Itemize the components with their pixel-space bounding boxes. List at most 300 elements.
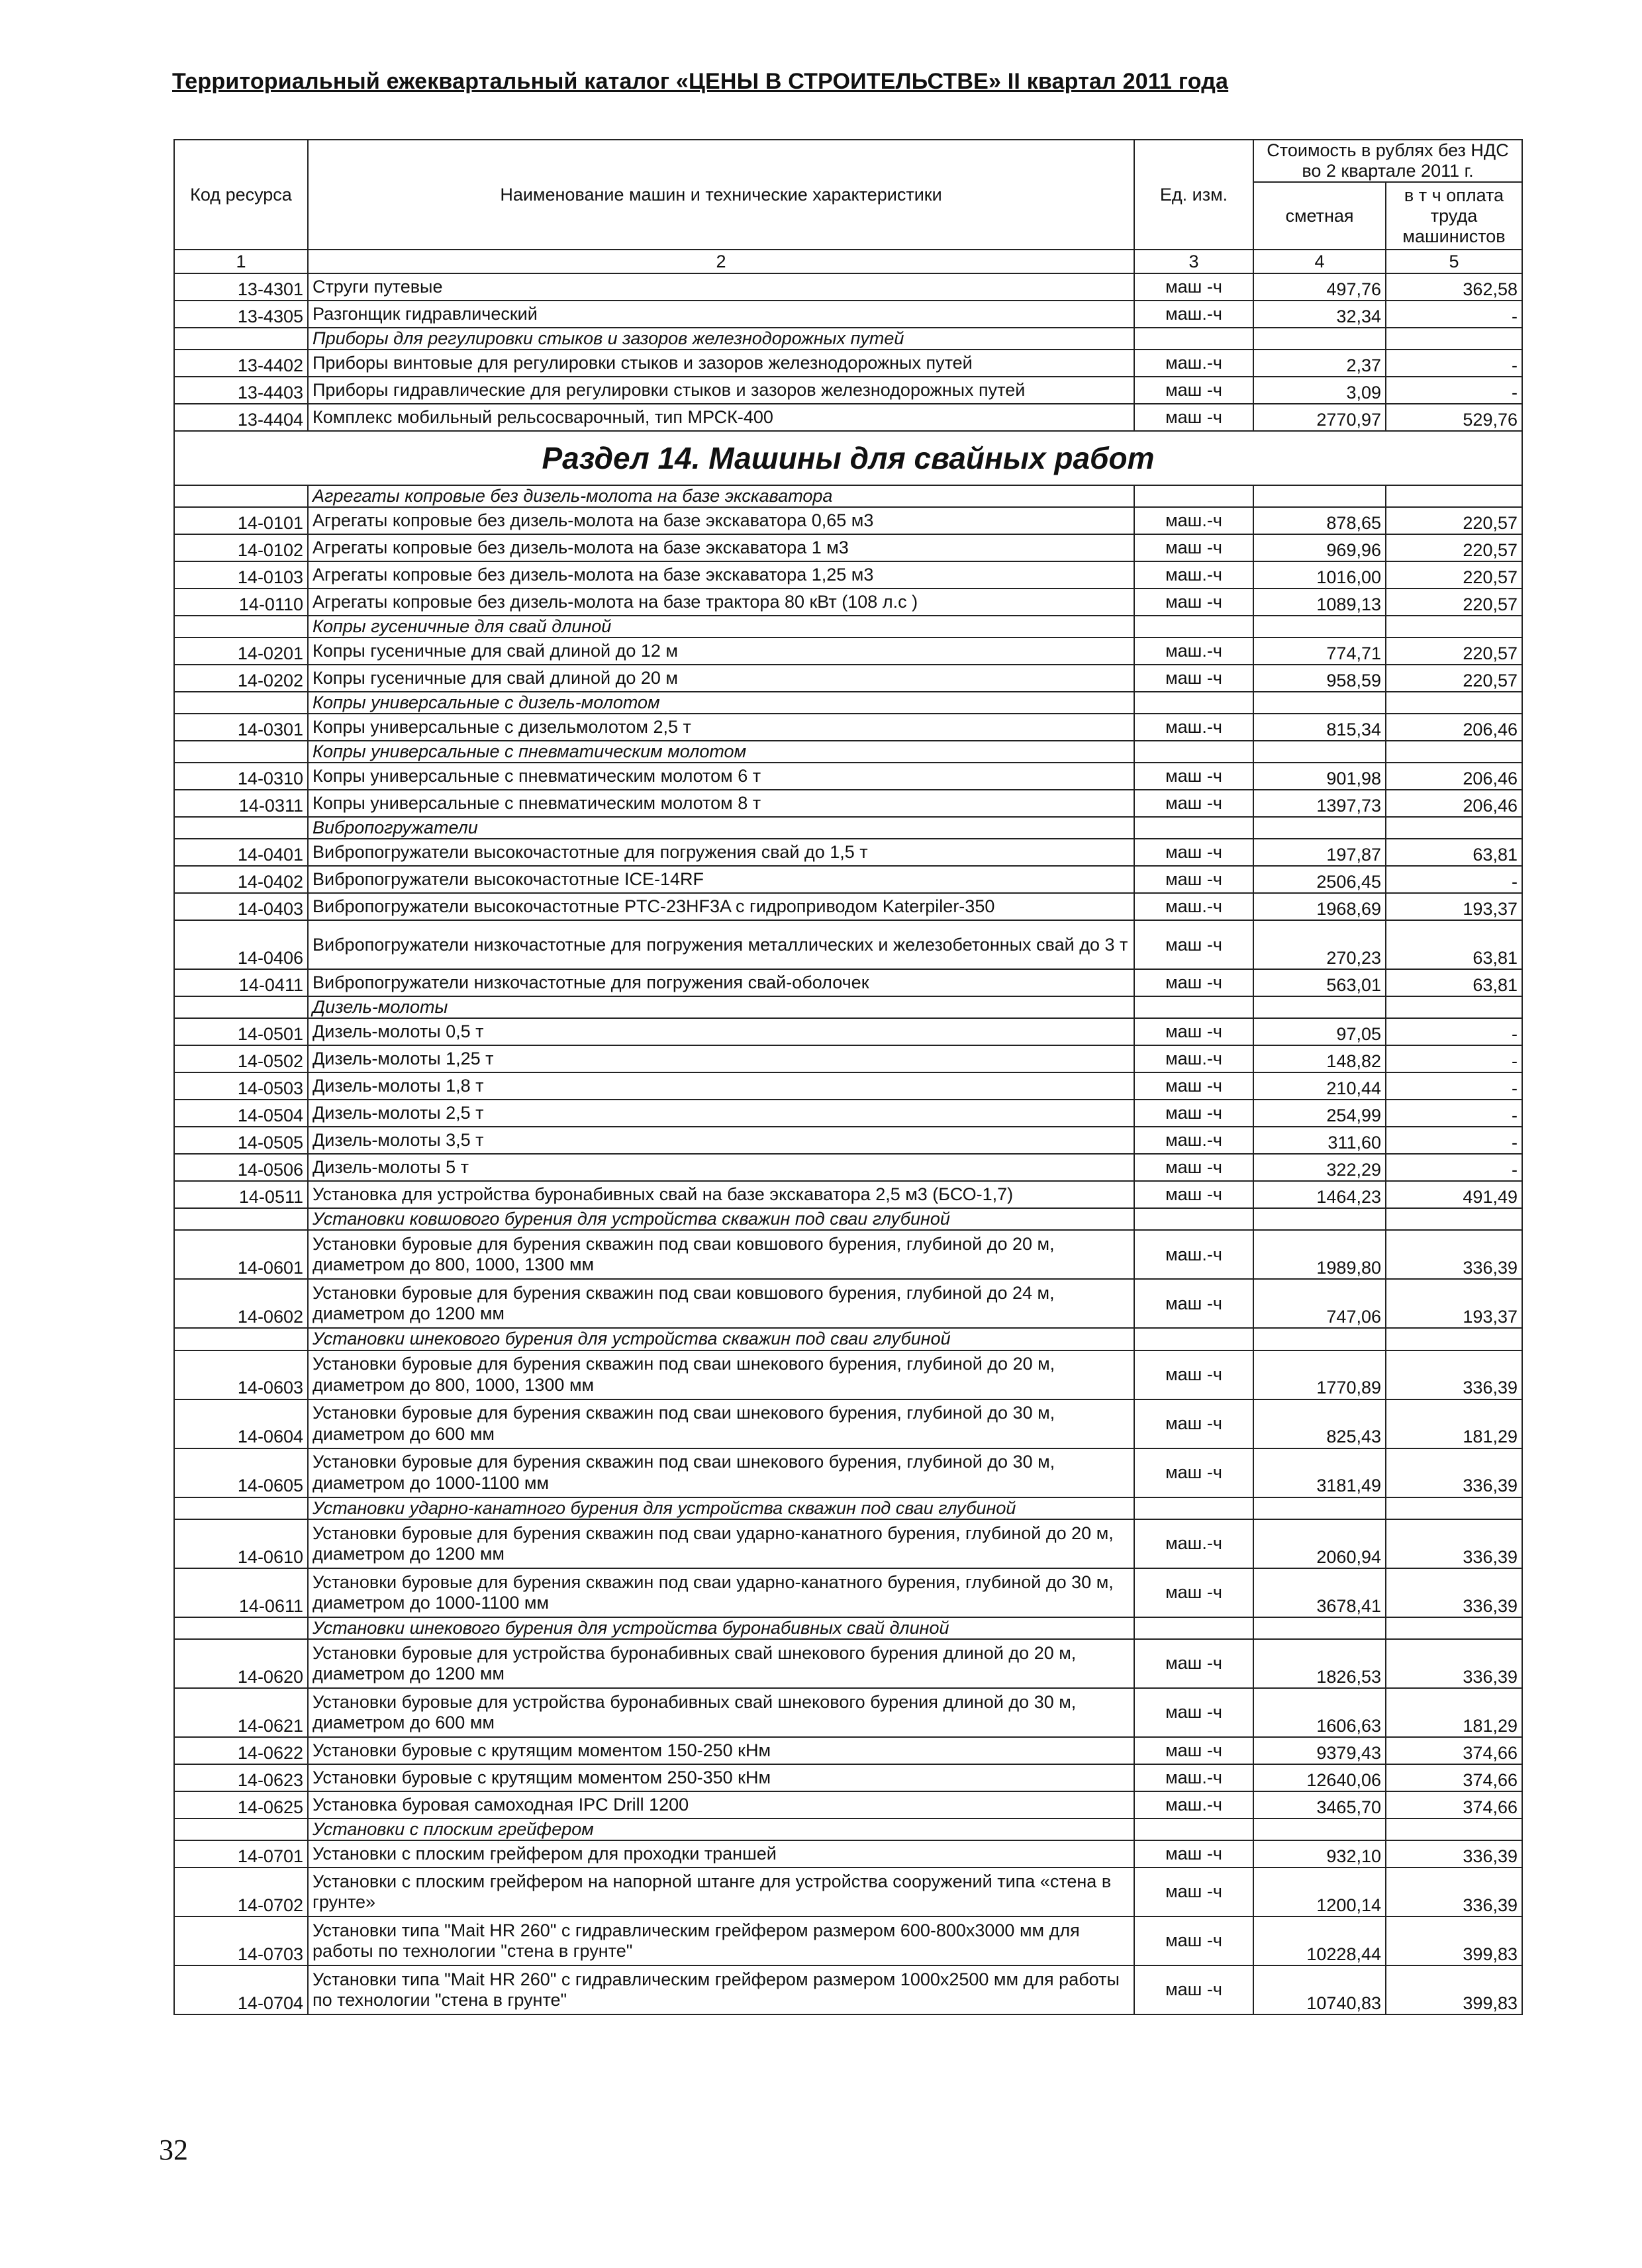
machine-name: Агрегаты копровые без дизель-молота на базе экскаватора 1 м3: [308, 534, 1134, 561]
machine-name: Установки с плоским грейфером на напорной штанге для устройства сооружений типа «стена в грунте»: [308, 1867, 1134, 1916]
unit-cell: [1134, 616, 1253, 638]
group-header-row: [174, 692, 1522, 714]
resource-code: 14-0103: [174, 561, 308, 589]
resource-code: 14-0702: [174, 1867, 308, 1916]
unit-cell: маш -ч: [1134, 1568, 1253, 1617]
column-number: 2: [308, 250, 1134, 273]
table-row: [174, 1181, 1522, 1208]
unit-cell: маш.-ч: [1134, 561, 1253, 589]
operator-wage: 220,57: [1386, 665, 1522, 692]
unit-cell: [1134, 1208, 1253, 1230]
resource-code: 14-0503: [174, 1072, 308, 1100]
operator-wage: 336,39: [1386, 1519, 1522, 1568]
estimate-price: 322,29: [1253, 1154, 1386, 1181]
table-row: [174, 893, 1522, 920]
group-header-row: [174, 328, 1522, 350]
operator-wage: [1386, 996, 1522, 1018]
machine-name: Установки с плоским грейфером для проходки траншей: [308, 1840, 1134, 1867]
resource-code: 14-0622: [174, 1737, 308, 1764]
estimate-price: 254,99: [1253, 1100, 1386, 1127]
unit-cell: [1134, 485, 1253, 507]
resource-code: 13-4403: [174, 377, 308, 404]
column-number-row: [174, 250, 1522, 273]
table-row: [174, 790, 1522, 817]
machine-name: Установки типа "Mait HR 260" с гидравлическим грейфером размером 600-800х3000 мм для работы по технологии "стена в грунте": [308, 1916, 1134, 1965]
estimate-price: 1989,80: [1253, 1230, 1386, 1279]
operator-wage: 220,57: [1386, 638, 1522, 665]
unit-cell: [1134, 328, 1253, 350]
operator-wage: [1386, 817, 1522, 839]
machine-name: Установка для устройства буронабивных свай на базе экскаватора 2,5 м3 (БСО-1,7): [308, 1181, 1134, 1208]
estimate-price: [1253, 485, 1386, 507]
header-name: Наименование машин и технические характеристики: [308, 140, 1134, 250]
machine-name: Дизель-молоты: [308, 996, 1134, 1018]
operator-wage: -: [1386, 350, 1522, 377]
operator-wage: -: [1386, 1100, 1522, 1127]
table-row: [174, 404, 1522, 431]
estimate-price: 1016,00: [1253, 561, 1386, 589]
unit-cell: маш -ч: [1134, 1688, 1253, 1737]
resource-code: 14-0102: [174, 534, 308, 561]
unit-cell: маш -ч: [1134, 1072, 1253, 1100]
estimate-price: 9379,43: [1253, 1737, 1386, 1764]
table-row: [174, 969, 1522, 996]
resource-code: [174, 692, 308, 714]
estimate-price: 10228,44: [1253, 1916, 1386, 1965]
operator-wage: [1386, 1617, 1522, 1639]
machine-name: Дизель-молоты 3,5 т: [308, 1127, 1134, 1154]
machine-name: Установки буровые для бурения скважин под сваи шнекового бурения, глубиной до 30 м, диаметром до 1000-1100 мм: [308, 1448, 1134, 1497]
operator-wage: -: [1386, 1072, 1522, 1100]
operator-wage: 362,58: [1386, 273, 1522, 301]
operator-wage: -: [1386, 1045, 1522, 1072]
estimate-price: [1253, 616, 1386, 638]
operator-wage: [1386, 485, 1522, 507]
operator-wage: -: [1386, 1018, 1522, 1045]
resource-code: 14-0401: [174, 839, 308, 866]
group-header-row: [174, 485, 1522, 507]
unit-cell: [1134, 996, 1253, 1018]
operator-wage: [1386, 1328, 1522, 1350]
table-row: [174, 763, 1522, 790]
resource-code: 14-0411: [174, 969, 308, 996]
group-header-row: [174, 1328, 1522, 1350]
estimate-price: 958,59: [1253, 665, 1386, 692]
machine-name: Вибропогружатели высокочастотные ICE-14RF: [308, 866, 1134, 893]
unit-cell: маш.-ч: [1134, 1127, 1253, 1154]
estimate-price: 1089,13: [1253, 589, 1386, 616]
page-header-title: Территориальный ежеквартальный каталог «ЦЕНЫ В СТРОИТЕЛЬСТВЕ» II квартал 2011 года: [172, 69, 1229, 94]
table-row: [174, 377, 1522, 404]
resource-code: 13-4305: [174, 301, 308, 328]
unit-cell: маш -ч: [1134, 273, 1253, 301]
table-row: [174, 1100, 1522, 1127]
table-row: [174, 839, 1522, 866]
estimate-price: 148,82: [1253, 1045, 1386, 1072]
estimate-price: 210,44: [1253, 1072, 1386, 1100]
operator-wage: 193,37: [1386, 1279, 1522, 1328]
column-number: 5: [1386, 250, 1522, 273]
resource-code: 14-0301: [174, 714, 308, 741]
machine-name: Агрегаты копровые без дизель-молота на базе экскаватора 0,65 м3: [308, 507, 1134, 534]
estimate-price: 878,65: [1253, 507, 1386, 534]
machine-name: Копры гусеничные для свай длиной: [308, 616, 1134, 638]
resource-code: 14-0604: [174, 1399, 308, 1448]
table-row: [174, 561, 1522, 589]
unit-cell: маш -ч: [1134, 1840, 1253, 1867]
machine-name: Вибропогружатели: [308, 817, 1134, 839]
unit-cell: маш -ч: [1134, 1916, 1253, 1965]
resource-code: 13-4301: [174, 273, 308, 301]
resource-code: [174, 1617, 308, 1639]
unit-cell: маш -ч: [1134, 1350, 1253, 1399]
unit-cell: маш -ч: [1134, 1279, 1253, 1328]
unit-cell: маш -ч: [1134, 534, 1253, 561]
table-row: [174, 1737, 1522, 1764]
machine-name: Установки буровые с крутящим моментом 250-350 кНм: [308, 1764, 1134, 1791]
machine-name: Установки буровые для бурения скважин под сваи ковшового бурения, глубиной до 20 м, диаметром до 800, 1000, 1300 мм: [308, 1230, 1134, 1279]
table-row: [174, 866, 1522, 893]
machine-name: Установки буровые для бурения скважин под сваи ударно-канатного бурения, глубиной до 20 м, диаметром до 1200 мм: [308, 1519, 1134, 1568]
machine-name: Разгонщик гидравлический: [308, 301, 1134, 328]
machine-name: Установки буровые для устройства буронабивных свай шнекового бурения длиной до 30 м, диаметром до 600 мм: [308, 1688, 1134, 1737]
machine-name: Вибропогружатели высокочастотные PTC-23HF3A с гидроприводом Katerpiler-350: [308, 893, 1134, 920]
table-row: [174, 1840, 1522, 1867]
machine-name: Струги путевые: [308, 273, 1134, 301]
resource-code: 14-0625: [174, 1791, 308, 1819]
operator-wage: 491,49: [1386, 1181, 1522, 1208]
machine-name: Приборы винтовые для регулировки стыков и зазоров железнодорожных путей: [308, 350, 1134, 377]
operator-wage: -: [1386, 1127, 1522, 1154]
machine-name: Установки шнекового бурения для устройства буронабивных свай длиной: [308, 1617, 1134, 1639]
machine-name: Копры гусеничные для свай длиной до 12 м: [308, 638, 1134, 665]
operator-wage: 206,46: [1386, 763, 1522, 790]
group-header-row: [174, 741, 1522, 763]
operator-wage: [1386, 1819, 1522, 1840]
estimate-price: 3465,70: [1253, 1791, 1386, 1819]
table-row: [174, 507, 1522, 534]
machine-name: Дизель-молоты 0,5 т: [308, 1018, 1134, 1045]
machine-name: Приборы гидравлические для регулировки стыков и зазоров железнодорожных путей: [308, 377, 1134, 404]
resource-code: 14-0601: [174, 1230, 308, 1279]
operator-wage: -: [1386, 1154, 1522, 1181]
unit-cell: маш -ч: [1134, 969, 1253, 996]
machine-name: Агрегаты копровые без дизель-молота на базе трактора 80 кВт (108 л.с ): [308, 589, 1134, 616]
estimate-price: [1253, 1208, 1386, 1230]
operator-wage: 206,46: [1386, 714, 1522, 741]
header-cost: Стоимость в рублях без НДС во 2 квартале 2011 г.: [1253, 140, 1522, 182]
page-number: 32: [159, 2134, 188, 2166]
operator-wage: 399,83: [1386, 1916, 1522, 1965]
operator-wage: 336,39: [1386, 1448, 1522, 1497]
estimate-price: 932,10: [1253, 1840, 1386, 1867]
estimate-price: 1200,14: [1253, 1867, 1386, 1916]
resource-code: 14-0101: [174, 507, 308, 534]
resource-code: 14-0201: [174, 638, 308, 665]
estimate-price: 2,37: [1253, 350, 1386, 377]
resource-code: 14-0311: [174, 790, 308, 817]
table-row: [174, 1867, 1522, 1916]
unit-cell: маш -ч: [1134, 1448, 1253, 1497]
table-row: [174, 638, 1522, 665]
estimate-price: [1253, 1617, 1386, 1639]
estimate-price: 270,23: [1253, 920, 1386, 969]
unit-cell: маш -ч: [1134, 404, 1253, 431]
machine-name: Вибропогружатели высокочастотные для погружения свай до 1,5 т: [308, 839, 1134, 866]
operator-wage: 336,39: [1386, 1350, 1522, 1399]
resource-code: [174, 328, 308, 350]
unit-cell: маш -ч: [1134, 1639, 1253, 1688]
operator-wage: [1386, 1497, 1522, 1519]
machine-name: Копры универсальные с пневматическим молотом 6 т: [308, 763, 1134, 790]
resource-code: 14-0511: [174, 1181, 308, 1208]
operator-wage: [1386, 1208, 1522, 1230]
machine-name: Установки буровые для устройства буронабивных свай шнекового бурения длиной до 20 м, диаметром до 1200 мм: [308, 1639, 1134, 1688]
resource-code: 13-4402: [174, 350, 308, 377]
estimate-price: 1464,23: [1253, 1181, 1386, 1208]
resource-code: [174, 996, 308, 1018]
table-row: [174, 1764, 1522, 1791]
estimate-price: [1253, 817, 1386, 839]
operator-wage: 374,66: [1386, 1737, 1522, 1764]
unit-cell: [1134, 1328, 1253, 1350]
unit-cell: маш -ч: [1134, 1154, 1253, 1181]
estimate-price: [1253, 1497, 1386, 1519]
machine-name: Установки ковшового бурения для устройства скважин под сваи глубиной: [308, 1208, 1134, 1230]
estimate-price: 825,43: [1253, 1399, 1386, 1448]
unit-cell: маш.-ч: [1134, 1230, 1253, 1279]
machine-name: Установка буровая самоходная IPC Drill 1200: [308, 1791, 1134, 1819]
operator-wage: 63,81: [1386, 839, 1522, 866]
table-row: [174, 1072, 1522, 1100]
table-row: [174, 1230, 1522, 1279]
unit-cell: маш -ч: [1134, 377, 1253, 404]
machine-name: Установки буровые с крутящим моментом 150-250 кНм: [308, 1737, 1134, 1764]
resource-code: 14-0504: [174, 1100, 308, 1127]
table-row: [174, 1568, 1522, 1617]
operator-wage: 193,37: [1386, 893, 1522, 920]
resource-code: 14-0704: [174, 1965, 308, 2014]
machine-name: Комплекс мобильный рельсосварочный, тип МРСК-400: [308, 404, 1134, 431]
estimate-price: [1253, 741, 1386, 763]
unit-cell: маш -ч: [1134, 866, 1253, 893]
machine-name: Установки буровые для бурения скважин под сваи ударно-канатного бурения, глубиной до 30 м, диаметром до 1000-1100 мм: [308, 1568, 1134, 1617]
machine-name: Установки с плоским грейфером: [308, 1819, 1134, 1840]
estimate-price: 1397,73: [1253, 790, 1386, 817]
machine-name: Установки шнекового бурения для устройства скважин под сваи глубиной: [308, 1328, 1134, 1350]
estimate-price: 563,01: [1253, 969, 1386, 996]
machine-name: Копры универсальные с дизельмолотом 2,5 т: [308, 714, 1134, 741]
unit-cell: маш.-ч: [1134, 714, 1253, 741]
resource-code: 14-0506: [174, 1154, 308, 1181]
resource-code: 14-0505: [174, 1127, 308, 1154]
table-row: [174, 1791, 1522, 1819]
resource-code: 14-0623: [174, 1764, 308, 1791]
estimate-price: 747,06: [1253, 1279, 1386, 1328]
unit-cell: [1134, 1497, 1253, 1519]
estimate-price: 497,76: [1253, 273, 1386, 301]
resource-code: 14-0703: [174, 1916, 308, 1965]
unit-cell: маш -ч: [1134, 589, 1253, 616]
resource-code: 14-0610: [174, 1519, 308, 1568]
resource-code: 14-0602: [174, 1279, 308, 1328]
resource-code: [174, 741, 308, 763]
unit-cell: маш.-ч: [1134, 350, 1253, 377]
resource-code: 14-0110: [174, 589, 308, 616]
resource-code: 14-0620: [174, 1639, 308, 1688]
estimate-price: 1770,89: [1253, 1350, 1386, 1399]
table-row: [174, 714, 1522, 741]
resource-code: [174, 485, 308, 507]
column-number: 1: [174, 250, 308, 273]
machine-name: Агрегаты копровые без дизель-молота на базе экскаватора 1,25 м3: [308, 561, 1134, 589]
resource-code: [174, 817, 308, 839]
group-header-row: [174, 1208, 1522, 1230]
table-row: [174, 301, 1522, 328]
header-code: Код ресурса: [174, 140, 308, 250]
machine-name: Приборы для регулировки стыков и зазоров железнодорожных путей: [308, 328, 1134, 350]
machine-name: Копры универсальные с пневматическим молотом: [308, 741, 1134, 763]
price-table: [173, 139, 1523, 2015]
unit-cell: маш -ч: [1134, 920, 1253, 969]
estimate-price: 311,60: [1253, 1127, 1386, 1154]
table-header-row: [174, 140, 1522, 182]
resource-code: 14-0202: [174, 665, 308, 692]
unit-cell: маш.-ч: [1134, 1045, 1253, 1072]
operator-wage: 220,57: [1386, 589, 1522, 616]
operator-wage: 336,39: [1386, 1639, 1522, 1688]
resource-code: 14-0406: [174, 920, 308, 969]
estimate-price: 2060,94: [1253, 1519, 1386, 1568]
machine-name: Установки буровые для бурения скважин под сваи шнекового бурения, глубиной до 30 м, диаметром до 600 мм: [308, 1399, 1134, 1448]
machine-name: Установки типа "Mait HR 260" с гидравлическим грейфером размером 1000х2500 мм для работы по технологии "стена в грунте": [308, 1965, 1134, 2014]
unit-cell: маш -ч: [1134, 1399, 1253, 1448]
machine-name: Установки буровые для бурения скважин под сваи ковшового бурения, глубиной до 24 м, диаметром до 1200 мм: [308, 1279, 1134, 1328]
resource-code: 14-0402: [174, 866, 308, 893]
estimate-price: [1253, 996, 1386, 1018]
unit-cell: маш -ч: [1134, 1018, 1253, 1045]
table-row: [174, 1639, 1522, 1688]
operator-wage: 206,46: [1386, 790, 1522, 817]
table-row: [174, 1045, 1522, 1072]
estimate-price: 901,98: [1253, 763, 1386, 790]
machine-name: Агрегаты копровые без дизель-молота на базе экскаватора: [308, 485, 1134, 507]
estimate-price: 3,09: [1253, 377, 1386, 404]
operator-wage: 529,76: [1386, 404, 1522, 431]
group-header-row: [174, 1819, 1522, 1840]
operator-wage: [1386, 692, 1522, 714]
group-header-row: [174, 996, 1522, 1018]
machine-name: Дизель-молоты 2,5 т: [308, 1100, 1134, 1127]
estimate-price: 32,34: [1253, 301, 1386, 328]
operator-wage: 336,39: [1386, 1840, 1522, 1867]
resource-code: [174, 1497, 308, 1519]
unit-cell: маш -ч: [1134, 1181, 1253, 1208]
section-row: [174, 431, 1522, 485]
operator-wage: 63,81: [1386, 969, 1522, 996]
header-estimate: сметная: [1253, 182, 1386, 250]
operator-wage: 181,29: [1386, 1399, 1522, 1448]
group-header-row: [174, 1617, 1522, 1639]
table-row: [174, 1448, 1522, 1497]
operator-wage: 374,66: [1386, 1791, 1522, 1819]
resource-code: 13-4404: [174, 404, 308, 431]
unit-cell: маш -ч: [1134, 665, 1253, 692]
estimate-price: 2770,97: [1253, 404, 1386, 431]
resource-code: 14-0621: [174, 1688, 308, 1737]
resource-code: 14-0701: [174, 1840, 308, 1867]
table-row: [174, 1350, 1522, 1399]
group-header-row: [174, 616, 1522, 638]
estimate-price: [1253, 1819, 1386, 1840]
machine-name: Установки ударно-канатного бурения для устройства скважин под сваи глубиной: [308, 1497, 1134, 1519]
unit-cell: маш -ч: [1134, 763, 1253, 790]
machine-name: Вибропогружатели низкочастотные для погружения свай-оболочек: [308, 969, 1134, 996]
operator-wage: 336,39: [1386, 1568, 1522, 1617]
resource-code: 14-0310: [174, 763, 308, 790]
machine-name: Копры гусеничные для свай длиной до 20 м: [308, 665, 1134, 692]
table-row: [174, 920, 1522, 969]
estimate-price: 10740,83: [1253, 1965, 1386, 2014]
unit-cell: маш.-ч: [1134, 1519, 1253, 1568]
table-row: [174, 1154, 1522, 1181]
resource-code: [174, 1819, 308, 1840]
table-row: [174, 1399, 1522, 1448]
estimate-price: 774,71: [1253, 638, 1386, 665]
estimate-price: 197,87: [1253, 839, 1386, 866]
table-row: [174, 534, 1522, 561]
resource-code: 14-0603: [174, 1350, 308, 1399]
table-row: [174, 1916, 1522, 1965]
resource-code: [174, 616, 308, 638]
operator-wage: 336,39: [1386, 1867, 1522, 1916]
unit-cell: маш -ч: [1134, 790, 1253, 817]
resource-code: [174, 1208, 308, 1230]
table-row: [174, 350, 1522, 377]
resource-code: 14-0501: [174, 1018, 308, 1045]
operator-wage: 399,83: [1386, 1965, 1522, 2014]
operator-wage: 63,81: [1386, 920, 1522, 969]
unit-cell: маш.-ч: [1134, 638, 1253, 665]
table-row: [174, 1519, 1522, 1568]
table-row: [174, 665, 1522, 692]
unit-cell: [1134, 692, 1253, 714]
resource-code: 14-0403: [174, 893, 308, 920]
operator-wage: 374,66: [1386, 1764, 1522, 1791]
unit-cell: маш.-ч: [1134, 893, 1253, 920]
operator-wage: 220,57: [1386, 507, 1522, 534]
estimate-price: 815,34: [1253, 714, 1386, 741]
section-title: Раздел 14. Машины для свайных работ: [174, 431, 1522, 485]
machine-name: Вибропогружатели низкочастотные для погружения металлических и железобетонных свай до 3 т: [308, 920, 1134, 969]
column-number: 4: [1253, 250, 1386, 273]
table-row: [174, 1965, 1522, 2014]
unit-cell: маш.-ч: [1134, 301, 1253, 328]
table-row: [174, 1018, 1522, 1045]
estimate-price: 97,05: [1253, 1018, 1386, 1045]
estimate-price: 3181,49: [1253, 1448, 1386, 1497]
header-unit: Ед. изм.: [1134, 140, 1253, 250]
resource-code: 14-0611: [174, 1568, 308, 1617]
unit-cell: маш.-ч: [1134, 1764, 1253, 1791]
estimate-price: 12640,06: [1253, 1764, 1386, 1791]
header-wage: в т ч оплата труда машинистов: [1386, 182, 1522, 250]
unit-cell: маш -ч: [1134, 839, 1253, 866]
unit-cell: [1134, 817, 1253, 839]
machine-name: Установки буровые для бурения скважин под сваи шнекового бурения, глубиной до 20 м, диаметром до 800, 1000, 1300 мм: [308, 1350, 1134, 1399]
operator-wage: -: [1386, 866, 1522, 893]
group-header-row: [174, 817, 1522, 839]
